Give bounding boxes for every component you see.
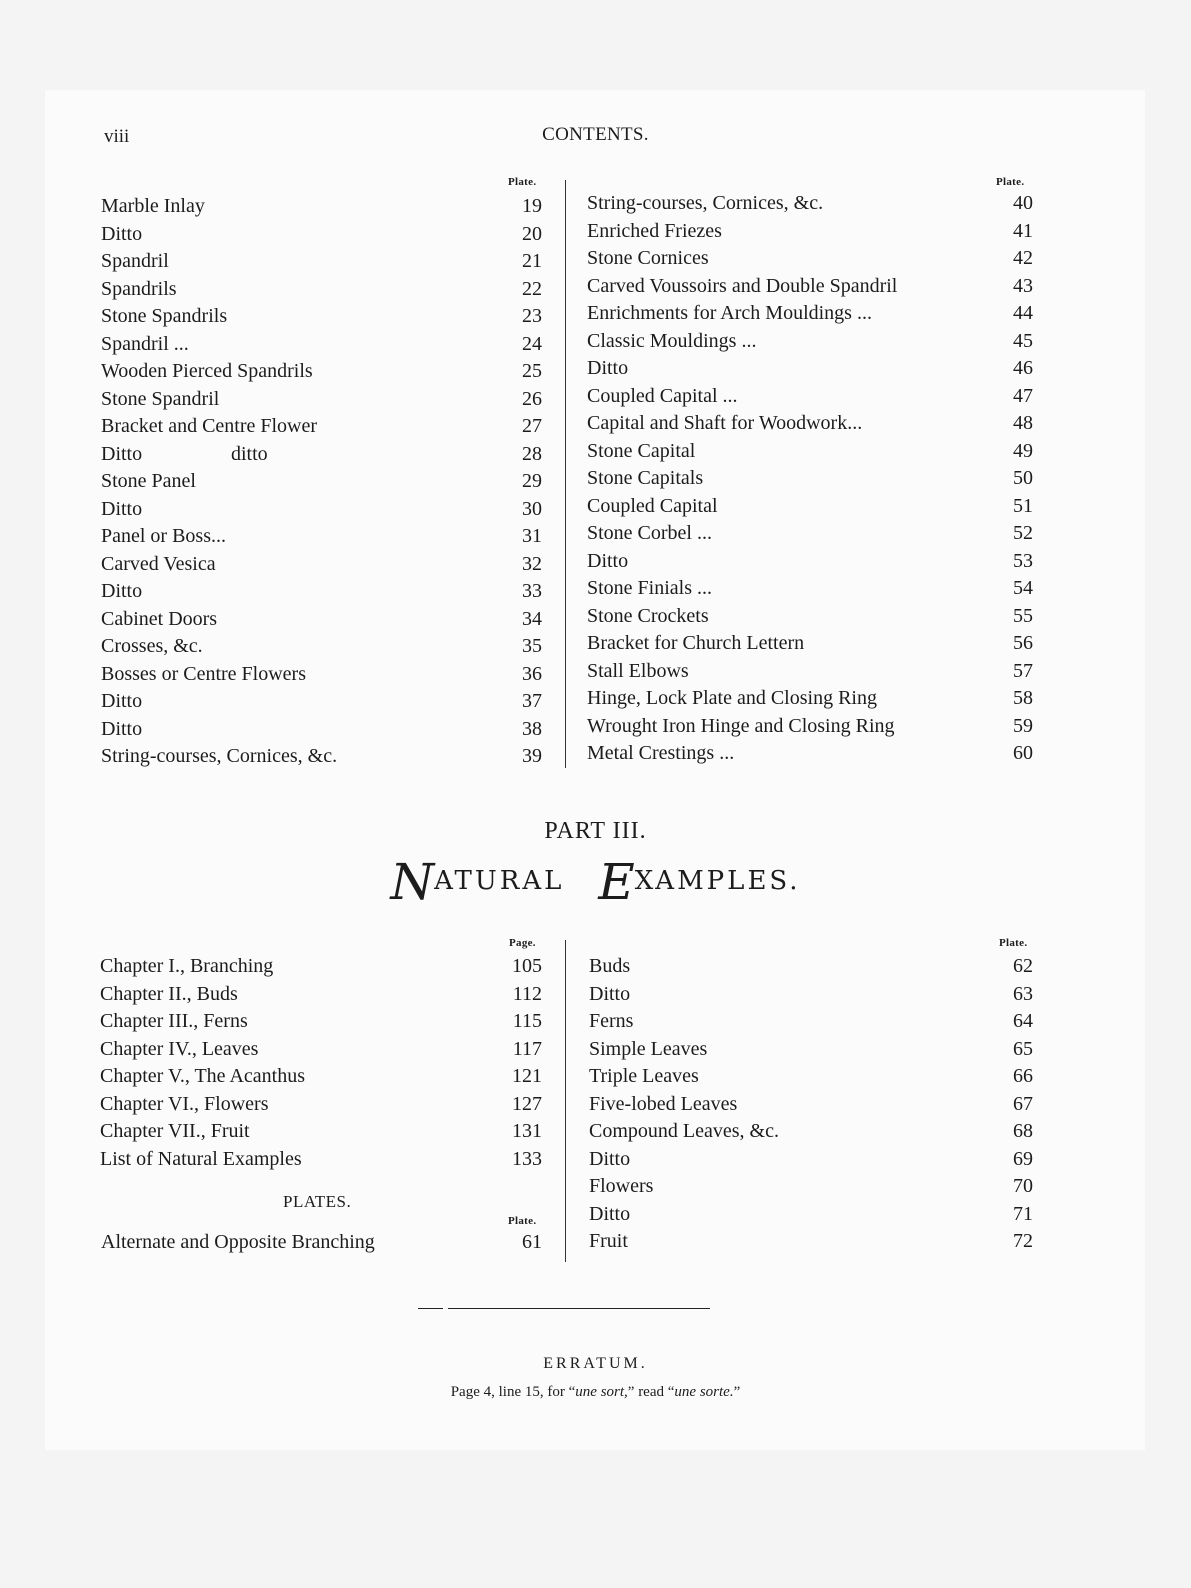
entry-label: Spandril ... [101,332,189,355]
contents-row [101,743,542,770]
entry-number: 29 [522,470,542,492]
contents-row [587,410,1033,437]
entry-label: Simple Leaves [589,1037,708,1060]
entry-label: Stone Corbel ... [587,522,712,544]
column-divider [565,180,566,768]
entry-number: 67 [1013,1092,1033,1115]
entry-number: 72 [1013,1230,1033,1252]
page-title: CONTENTS. [542,124,649,145]
plate-row [589,1118,1033,1145]
entry-label: Chapter IV., Leaves [100,1037,259,1060]
entry-number: 52 [1013,522,1033,544]
entry-label: Stone Cornices [587,247,709,269]
entry-label: String-courses, Cornices, &c. [101,745,338,767]
entry-number: 21 [522,250,542,272]
entry-number: 131 [512,1120,542,1142]
entry-number: 51 [1013,494,1033,517]
entry-number: 26 [522,387,542,410]
plates-heading: PLATES. [283,1192,352,1211]
entry-number: 32 [522,552,542,575]
entry-number: 56 [1013,632,1033,654]
erratum-right: une sorte. [674,1384,734,1400]
entry-label: Metal Crestings ... [587,742,735,764]
entry-number: 46 [1013,357,1033,379]
contents-row [101,276,542,303]
column-head-plate-natural: Plate. [999,937,1028,949]
entry-label: Enriched Friezes [587,219,722,242]
entry-number: 121 [512,1065,542,1087]
contents-row [587,190,1033,217]
entry-number: 36 [522,662,542,685]
contents-row [101,358,542,385]
entry-label: Chapter II., Buds [100,982,238,1005]
chapter-row [100,953,542,980]
contents-row [101,193,542,220]
entry-label: Spandril [101,250,169,272]
rule-short [418,1308,443,1309]
entry-label: Ditto [101,497,143,520]
entry-number: 127 [512,1092,542,1115]
column-divider-natural [565,940,566,1262]
plate-row [589,953,1033,980]
plate-row [589,1228,1033,1255]
contents-row [101,716,542,743]
entry-label: Cabinet Doors [101,607,218,630]
column-head-page: Page. [509,937,536,949]
entry-number: 24 [522,332,542,355]
entry-number: 43 [1013,274,1033,297]
erratum-wrong: une sort, [575,1384,628,1400]
column-head-plate-right: Plate. [996,176,1025,188]
entry-label: Ditto [101,580,143,602]
entry-number: 115 [512,1010,542,1032]
entry-number: 42 [1013,247,1033,269]
part-subtitle [0,853,1191,911]
entry-number: 60 [1013,742,1033,764]
entry-label: Marble Inlay [101,195,205,217]
entry-label: Ditto [101,690,143,712]
entry-number: 39 [522,745,542,767]
contents-row [587,273,1033,300]
entry-label: Wooden Pierced Spandrils [101,360,313,382]
plate-row [589,1146,1033,1173]
plate-row [589,1036,1033,1063]
plate-row [589,981,1033,1008]
entry-label: Chapter VI., Flowers [100,1092,269,1115]
entry-number: 65 [1013,1037,1033,1060]
entry-label: Fruit [589,1230,628,1252]
contents-row [587,465,1033,492]
entry-label: Stone Spandrils [101,305,228,327]
entry-number: 71 [1013,1202,1033,1225]
entry-label: Ferns [589,1010,634,1032]
entry-number: 20 [522,222,542,245]
chapter-row [100,1118,542,1145]
entry-label: Stone Finials ... [587,577,713,599]
contents-row [587,218,1033,245]
entry-label: Flowers [589,1175,654,1197]
entry-number: 117 [512,1037,542,1060]
chapter-row [100,1063,542,1090]
entry-label: Ditto [587,357,629,379]
entry-label: Spandrils [101,277,177,300]
entry-label: Chapter III., Ferns [100,1010,248,1032]
contents-row [587,740,1033,767]
entry-number: 22 [522,277,542,300]
entry-number: 40 [1013,192,1033,214]
contents-row [587,300,1033,327]
entry-label: Wrought Iron Hinge and Closing Ring [587,714,895,737]
entry-number: 105 [512,955,542,977]
entry-label: Stone Crockets [587,604,709,627]
entry-number: 61 [522,1231,542,1253]
subtitle-word-examples: XAMPLES. [634,866,801,896]
entry-number: 112 [512,982,542,1005]
entry-label: Compound Leaves, &c. [589,1120,779,1142]
entry-number: 30 [522,497,542,520]
entry-number: 27 [522,415,542,437]
rule-long [448,1308,710,1309]
entry-number: 64 [1013,1010,1033,1032]
contents-row [587,438,1033,465]
erratum-title: ERRATUM. [543,1355,648,1372]
contents-row [587,493,1033,520]
entry-label: Buds [589,955,631,977]
erratum-suffix: ” [733,1384,741,1400]
entry-label: Hinge, Lock Plate and Closing Ring [587,687,877,709]
entry-label: Capital and Shaft for Woodwork... [587,412,863,434]
entry-label: Chapter V., The Acanthus [100,1065,305,1087]
entry-number: 45 [1013,329,1033,352]
entry-number: 48 [1013,412,1033,434]
contents-row [101,661,542,688]
plate-row [589,1008,1033,1035]
column-head-plate-plates: Plate. [508,1215,537,1227]
contents-row [587,328,1033,355]
entry-number: 50 [1013,467,1033,489]
subtitle-initial-n: N [390,853,435,911]
contents-row [101,441,542,468]
plate-row [589,1091,1033,1118]
entry-label: Ditto [589,982,631,1005]
contents-row [101,578,542,605]
entry-label: Ditto [589,1202,631,1225]
subtitle-initial-e: E [598,853,635,911]
contents-row [101,303,542,330]
plate-row [101,1229,542,1256]
entry-number: 66 [1013,1065,1033,1087]
entry-label: Coupled Capital ... [587,384,738,407]
entry-label: Bracket and Centre Flower [101,415,318,437]
entry-label: Chapter I., Branching [100,955,274,977]
entry-label: Triple Leaves [589,1065,699,1087]
plate-row [589,1063,1033,1090]
contents-row [101,331,542,358]
contents-row [101,413,542,440]
entry-number: 23 [522,305,542,327]
entry-number: 41 [1013,219,1033,242]
entry-label: Stone Spandril [101,387,220,410]
erratum-mid: ” read “ [627,1384,675,1400]
column-head-plate-left: Plate. [508,176,537,188]
plate-row [589,1201,1033,1228]
contents-row [101,468,542,495]
contents-row [587,575,1033,602]
entry-label: Coupled Capital [587,494,718,517]
chapter-row [100,981,542,1008]
chapter-row [100,1036,542,1063]
plate-row [589,1173,1033,1200]
contents-row [587,685,1033,712]
entry-label: Carved Voussoirs and Double Spandril [587,274,898,297]
contents-row [101,633,542,660]
entry-number: 34 [522,607,542,630]
entry-number: 49 [1013,439,1033,462]
entry-number: 38 [522,717,542,740]
entry-number: 63 [1013,982,1033,1005]
entry-number: 69 [1013,1147,1033,1170]
entry-label: Crosses, &c. [101,635,203,657]
contents-row [101,248,542,275]
contents-row [101,386,542,413]
entry-label: Classic Mouldings ... [587,329,757,352]
entry-label: Ditto [587,549,629,572]
entry-label: String-courses, Cornices, &c. [587,192,824,214]
entry-label: Ditto [589,1147,631,1170]
contents-row [101,606,542,633]
entry-label: Stone Capital [587,439,696,462]
entry-number: 35 [522,635,542,657]
contents-row [587,383,1033,410]
erratum-text [0,1384,1191,1401]
entry-number: 58 [1013,687,1033,709]
entry-label: Ditto [101,717,143,740]
entry-label: Bracket for Church Lettern [587,632,805,654]
contents-row [587,355,1033,382]
contents-row [587,658,1033,685]
page-number: viii [104,126,130,147]
entry-number: 37 [522,690,542,712]
entry-extra: ditto [231,442,268,465]
entry-label: Stall Elbows [587,659,689,682]
contents-row [587,548,1033,575]
contents-row [587,603,1033,630]
entry-label: Stone Panel [101,470,196,492]
erratum-prefix: Page 4, line 15, for “ [450,1384,576,1400]
contents-row [101,688,542,715]
entry-label: Five-lobed Leaves [589,1092,738,1115]
entry-label: Carved Vesica [101,552,216,575]
contents-row [101,523,542,550]
entry-number: 54 [1013,577,1033,599]
entry-label: Ditto [101,222,143,245]
entry-number: 70 [1013,1175,1033,1197]
contents-row [101,551,542,578]
entry-label: Alternate and Opposite Branching [101,1231,375,1253]
entry-label: Stone Capitals [587,467,704,489]
chapter-row [100,1091,542,1118]
chapter-row [100,1146,542,1173]
entry-number: 55 [1013,604,1033,627]
entry-number: 19 [522,195,542,217]
subtitle-word-natural: ATURAL [434,866,565,896]
entry-number: 53 [1013,549,1033,572]
entry-number: 62 [1013,955,1033,977]
contents-row [101,221,542,248]
contents-row [101,496,542,523]
contents-row [587,520,1033,547]
entry-number: 47 [1013,384,1033,407]
part-title: PART III. [544,818,647,844]
entry-label: Chapter VII., Fruit [100,1120,250,1142]
entry-number: 68 [1013,1120,1033,1142]
entry-label: Bosses or Centre Flowers [101,662,306,685]
entry-number: 28 [522,442,542,465]
chapter-row [100,1008,542,1035]
contents-row [587,630,1033,657]
entry-number: 59 [1013,714,1033,737]
entry-number: 25 [522,360,542,382]
contents-row [587,713,1033,740]
entry-label: Panel or Boss... [101,525,226,547]
entry-label: Ditto [101,442,143,465]
entry-number: 133 [512,1147,542,1170]
entry-number: 57 [1013,659,1033,682]
entry-number: 33 [522,580,542,602]
entry-label: Enrichments for Arch Mouldings ... [587,302,872,324]
entry-number: 44 [1013,302,1033,324]
entry-label: List of Natural Examples [100,1147,302,1170]
contents-row [587,245,1033,272]
entry-number: 31 [522,525,542,547]
